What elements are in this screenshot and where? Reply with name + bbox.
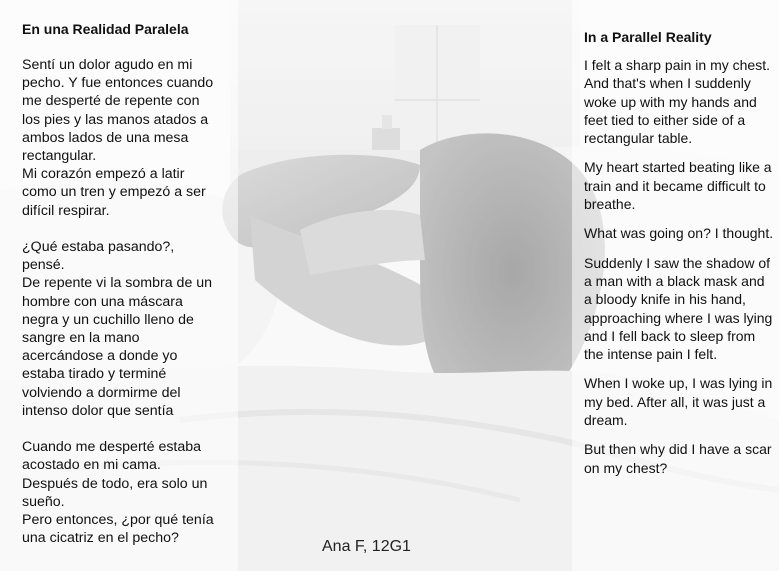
poem-paragraph: What was going on? I thought.	[584, 225, 774, 242]
poem-line: los pies y las manos atados a	[22, 111, 209, 128]
poem-line: volviendo a dormirme del	[22, 384, 181, 401]
poem-line: pecho. Y fue entonces cuando	[22, 75, 214, 92]
author-credit: Ana F, 12G1	[322, 538, 411, 555]
poem-line: intenso dolor que sentía	[22, 402, 174, 419]
poem-line: Sentí un dolor agudo en mi	[22, 57, 193, 73]
poem-line: pensé.	[22, 257, 65, 274]
poem-line: De repente vi la sombra de un	[22, 275, 213, 292]
spanish-column	[22, 20, 234, 547]
poem-line: estaba tirado y terminé	[22, 366, 167, 383]
poem-line: como un tren y empezó a ser	[22, 184, 206, 201]
stanza-gap	[22, 420, 234, 438]
poem-paragraph: But then why did I have a scar on my chest?	[584, 441, 772, 476]
poem-line: Después de todo, era solo un	[22, 475, 208, 492]
poem-line: Mi corazón empezó a latir	[22, 166, 185, 183]
stanza-gap	[22, 220, 234, 238]
poem-paragraph: When I woke up, I was lying in my bed. After all, it was just a dream.	[584, 375, 773, 429]
poem-line: hombre con una máscara	[22, 293, 183, 310]
spanish-poem	[22, 56, 234, 547]
poem-line: acostado en mi cama.	[22, 457, 161, 474]
poem-line: me desperté de repente con	[22, 93, 200, 110]
poem-paragraph: My heart started beating like a train and it became difficult to breathe.	[584, 159, 772, 213]
poem-line: rectangular.	[22, 148, 97, 165]
poem-line: ¿Qué estaba pasando?,	[22, 239, 175, 256]
poem-paragraph: I felt a sharp pain in my chest. And that's when I suddenly woke up with my hands and feet tied to either side of a rectangular table.	[584, 57, 770, 147]
poem-line: ambos lados de una mesa	[22, 129, 189, 146]
poem-line: Pero entonces, ¿por qué tenía	[22, 512, 214, 529]
poem-paragraph: Suddenly I saw the shadow of a man with a black mask and a bloody knife in his hand, approaching where I was lying and I fell back to sleep from the intense pain I felt.	[584, 254, 773, 363]
english-title: In a Parallel Reality	[584, 29, 712, 45]
english-column	[584, 28, 774, 488]
poem-line: negra y un cuchillo lleno de	[22, 311, 194, 328]
poem-line: sangre en la mano	[22, 330, 140, 347]
poem-line: una cicatriz en el pecho?	[22, 530, 179, 547]
poem-line: sueño.	[22, 493, 65, 510]
poem-line: difícil respirar.	[22, 202, 110, 219]
spanish-title: En una Realidad Paralela	[22, 21, 189, 37]
poem-line: Cuando me desperté estaba	[22, 439, 202, 456]
poem-line: acercándose a donde yo	[22, 348, 178, 365]
english-poem	[584, 56, 774, 477]
